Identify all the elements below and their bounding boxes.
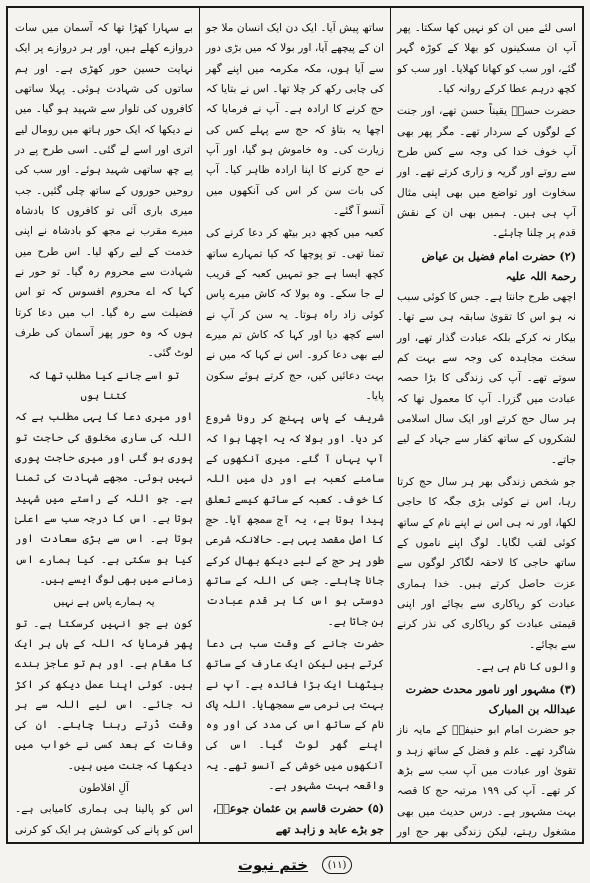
paragraph <box>206 840 384 842</box>
page-number: (۱۱) <box>322 856 352 874</box>
paragraph: اسی لئے میں ان کو نہیں کھا سکتا۔ پھر آپ ان مسکینوں کو بھلا کے کوڑہ گہر گئے، اور سب کو کھانا کھلایا۔ اور سب کو کچھ درہم عطا کرکے روانہ کیا۔ <box>397 22 576 95</box>
page-footer <box>0 850 590 880</box>
text-columns <box>8 8 582 842</box>
paragraph: اچھی طرح جانتا ہے۔ جس کا کوئی سبب نہ ہو اس کا تقویٰ سابقہ ہی سے تھا۔ بیکار نہ کرکے بلکہ عبادت گذار تھے، اور سخت مجاہدہ کی وجہ سے بہت کم سوتے تھے۔ آپ کی زندگی کا بڑا حصہ عبادت میں گزرا۔ آپ کا معمول تھا کہ ہر سال حج کرتے اور ایک سال اسلامی لشکروں کے ساتھ کفار سے جہاد کے لیے جاتے۔ <box>397 290 576 466</box>
paragraph: کون ہے جو انہیں کرسکتا ہے۔ تو پھر فرمایا کہ اللہ کے ہاں ہر ایک کا مقام ہے۔ اور ہم تو عاجز بندے ہیں۔ کوئی اپنا عمل دیکھ کر اکڑ نہ جائے۔ اس لیے اللہ سے ہر وقت ڈرتے رہنا چاہئے۔ ان کی وفات کے بعد کسی نے خواب میں دیکھا کہ جنت میں ہیں۔ <box>15 617 193 772</box>
verse-line: تو اسے جانے کیا مطلب تھا کہ کتنا ہوں <box>28 369 180 402</box>
paragraph: ساتھ پیش آیا۔ ایک دن ایک انسان ملا جو ان کے پیچھے آیا، اور بولا کہ میں بڑی دور سے آیا ہوں، مکہ مکرمہ میں اپنے گھر کی چابی رکھ کر چلا تھا۔ اس نے بتایا کہ حج کرنے کا ارادہ ہے۔ آپ نے فرمایا کہ اچھا یہ بتاؤ کہ حج سے پہلے کس کی زیارت کی۔ وہ خاموش ہو گیا، اور آپ نے حج کرنے کا اپنا ارادہ ظاہر کیا۔ آپ کی بات سن کر اس کی آنکھوں میں آنسو آ گئے۔ <box>206 22 384 217</box>
paragraph: اس کو پالینا ہی ہماری کامیابی ہے۔ اس کو پانے کی کوشش ہر ایک کو کرنی <box>15 803 193 836</box>
paragraph: حضرت جانے کے وقت سب ہی دعا کرتے ہیں لیکن ایک عارف کے ساتھ بیٹھنا ایک بڑا فائدہ ہے۔ آپ نے بہت ہی نرمی سے سمجھایا۔ اللہ پاک نام کے ساتھ اس کی مدد کی اور وہ اپنے گھر لوٹ گیا۔ اس کی آنکھوں میں خوشی کے آنسو تھے۔ یہ واقعہ بہت مشہور ہے۔ <box>206 637 384 793</box>
journal-name: ختم نبوت <box>237 856 309 874</box>
section-heading: (۵) حضرت قاسم بن عثمان جوعیؒ، جو بڑے عابد و زاہد تھے <box>212 801 384 836</box>
section-heading: (۲) حضرت امام فضیل بن عیاض رحمۃ اللہ علیہ <box>421 248 576 283</box>
verse-line: آلِ افلاطون <box>78 782 130 795</box>
verse-line: یہ ہمارے پاس ہے نہیں <box>53 596 155 609</box>
paragraph: شریف کے پاس پہنچ کر رونا شروع کر دیا۔ اور بولا کہ یہ اچھا ہوا کہ آپ یہاں آ گئے۔ میری آنکھوں کے سامنے کعبہ ہے اور دل میں اللہ کا خوف۔ کعبہ کے ساتھ کیسے تعلق پیدا ہوتا ہے، یہ آج سمجھ آیا۔ حج کا اصل مقصد یہی ہے۔ حالانکہ شرعی طور پر حج کے لیے دیکھ بھال کرکے جانا چاہئے۔ جس کی اللہ کے ساتھ دوستی ہو اس کا ہر قدم عبادت بن جاتا ہے۔ <box>206 412 384 628</box>
paragraph: جو شخص زندگی بھر ہر سال حج کرتا رہا، اس نے کوئی بڑی جگہ کا حاجی لکھا، اور نہ ہی اس نے اپنے نام کے ساتھ کوئی لقب لگایا۔ لوگ اپنے ناموں کے ساتھ حاجی کا لاحقہ لگاکر لوگوں سے عزت حاصل کرتے ہیں۔ خدا ہماری عبادت کو ریاکاری سے بچائے اور اپنی قیمتی عبادت کو ریاکاری کی نذر کرنے سے بچائے۔ <box>397 475 576 651</box>
paragraph: بے سہارا کھڑا تھا کہ آسمان میں سات دروازے کھلے ہیں، اور ہر دروازے پر ایک نہایت حسین حور کھڑی ہے۔ اور ہم ساتوں کی شہادت ہوئی۔ پہلا ساتھی کافروں کی تلوار سے شہید ہو گیا۔ میں نے دیکھا کہ ایک حور ہاتھ میں رومال لیے اتری اور اسے لے گئی۔ اسی طرح پے در پے چھ ساتھی شہید ہوئے۔ اور سب کی روحیں حوروں کے ساتھ چلی گئیں۔ جب میری باری آئی تو کافروں کا بادشاہ میرے مقرب نے مجھ کو بادشاہ نے اپنی خدمت کے لیے رکھ لیا۔ اس طرح میں شہادت سے محروم رہ گیا۔ تو حور نے کہا کہ اے محروم افسوس کہ تو اس فضیلت سے رہ گیا۔ اب میں دعا کرتا ہوں کہ وہ حور پھر آسمان کی طرف لوٹ گئی۔ <box>15 22 193 360</box>
column-right <box>391 8 582 842</box>
paragraph: اور میری دعا کا یہی مطلب ہے کہ اللہ کی ساری مخلوق کی حاجت تو پوری ہو گئی اور میری حاجت پوری نہیں ہوئی۔ مجھے شہادت کی تمنا ہے۔ جو اللہ کے راستے میں شہید ہوتا ہے۔ اس کا درجہ سب سے اعلیٰ ہوتا ہے۔ اس سے بڑی سعادت اور کیا ہو سکتی ہے۔ کیا ہمارے اس زمانے میں بھی لوگ ایسے ہیں۔ <box>15 411 193 586</box>
paragraph: جو حضرت امام ابو حنیفہؒ کے مایہ ناز شاگرد تھے۔ علم و فضل کے ساتھ زہد و تقویٰ اور عبادت میں آپ سب سے بڑھ کر تھے۔ آپ کی ۱۹۹ مرتبہ حج کا قصہ بہت مشہور ہے۔ درس حدیث میں بھی مشغول رہتے، لیکن زندگی بھر حج اور <box>397 724 576 839</box>
paragraph: حضرت حسنؓ یقیناً حسن تھے، اور جنت کے لوگوں کے سردار تھے۔ مگر پھر بھی آپ خوف خدا کی وجہ سے کس طرح سے روتے اور گریہ و زاری کرتے تھے۔ اور سخاوت اور تواضع میں بھی اپنی مثال آپ ہی ہیں۔ ہمیں بھی ان کے نقش قدم پر چلنا چاہئے۔ <box>397 105 576 240</box>
column-middle <box>200 8 391 842</box>
column-left <box>9 8 200 842</box>
paragraph: والوں کا نام ہی ہے۔ <box>475 660 576 673</box>
section-heading: (۳) مشہور اور نامور محدث حضرت عبداللہ بن المبارک <box>405 682 576 717</box>
paragraph: کعبہ میں کچھ دیر بیٹھ کر دعا کرنے کی تمنا تھی۔ تو پوچھا کہ کیا تمہارے ساتھ کچھ ایسا ہے جو تمہیں کعبہ کے قریب لے جا سکے۔ وہ بولا کہ کاش میرے پاس کوئی زاد راہ ہوتا۔ یہ سن کر آپ نے اسے کچھ دیا اور کہا کہ کاش تم میرے لیے بھی دعا کرو۔ اس نے کہا کہ میں نے بہت دعائیں کیں، حج کرتے ہوئے سکون پایا۔ <box>206 227 384 402</box>
